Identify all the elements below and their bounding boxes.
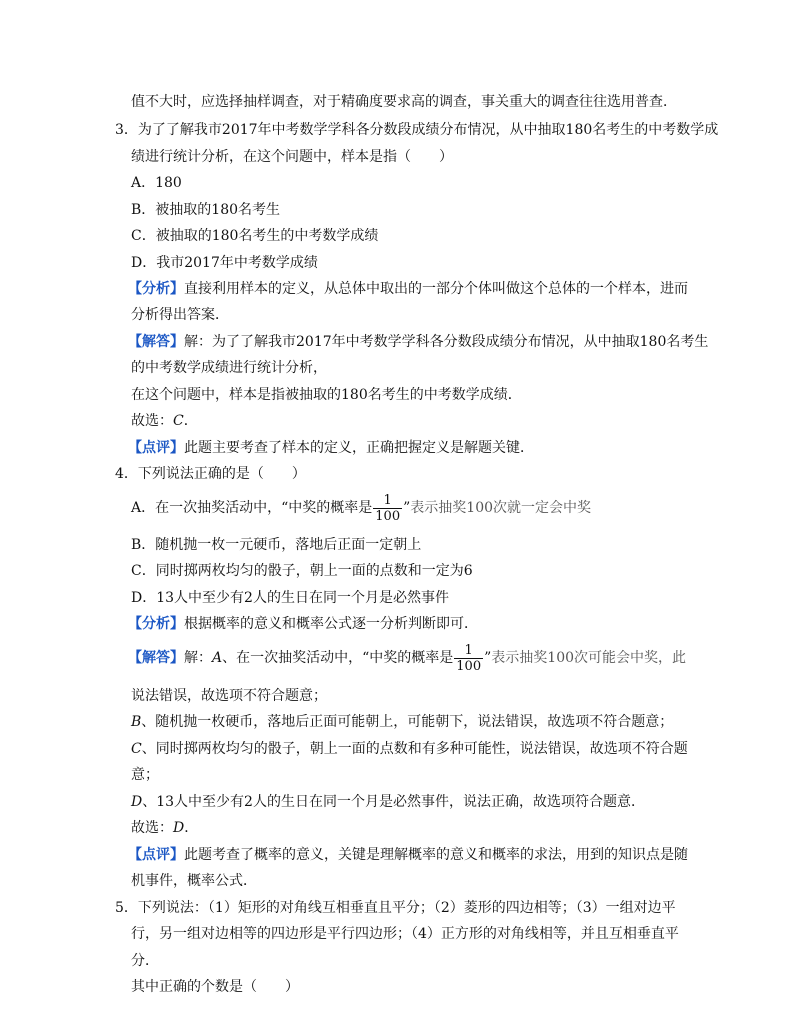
comment-tag: 【点评】 — [128, 440, 184, 456]
solution-cont: C、同时掷两枚均匀的骰子，朝上一面的点数和有多种可能性，说法错误，故选项不符合题 — [131, 741, 688, 757]
solution-cont: 说法错误，故选项不符合题意； — [131, 688, 327, 704]
option-a: A．在一次抽奖活动中，“中奖的概率是 $\frac{1}{100}$ ”表示抽奖100次就一定会中奖 — [131, 492, 592, 524]
option-a: A．180 — [131, 175, 182, 191]
answer-choice: 故选：C． — [131, 413, 198, 429]
solution-cont: B、随机抛一枚硬币，落地后正面可能朝上，可能朝下，说法错误，故选项不符合题意； — [131, 714, 674, 730]
question-5-stem-cont: 其中正确的个数是（ ） — [131, 979, 299, 995]
comment-cont: 机事件，概率公式． — [131, 873, 257, 889]
question-5-stem-cont: 分． — [131, 953, 159, 969]
answer-choice: 故选：D． — [131, 820, 199, 836]
option-c: C．被抽取的180名考生的中考数学成绩 — [131, 228, 379, 244]
question-number: 4． — [115, 466, 138, 482]
solution-cont: D、13人中至少有2人的生日在同一个月是必然事件，说法正确，故选项符合题意． — [131, 794, 645, 810]
question-3-stem-cont: 绩进行统计分析，在这个问题中，样本是指（ ） — [131, 149, 453, 165]
solution-cont: 在这个问题中，样本是指被抽取的180名考生的中考数学成绩． — [131, 387, 522, 403]
solution-cont: 的中考数学成绩进行统计分析， — [131, 360, 327, 376]
option-b: B．随机抛一枚一元硬币，落地后正面一定朝上 — [131, 537, 422, 553]
analysis-tag: 【分析】 — [128, 616, 184, 632]
comment: 【点评】此题考查了概率的意义，关键是理解概率的意义和概率的求法，用到的知识点是随 — [128, 847, 688, 863]
question-5-stem: 5．下列说法：（1）矩形的对角线互相垂直且平分；（2）菱形的四边相等；（3）一组对边平 — [115, 900, 676, 916]
analysis-tag: 【分析】 — [128, 281, 184, 297]
analysis: 【分析】直接利用样本的定义，从总体中取出的一部分个体叫做这个总体的一个样本，进而 — [128, 281, 688, 297]
option-d: D．13人中至少有2人的生日在同一个月是必然事件 — [131, 590, 449, 606]
text-line: 值不大时，应选择抽样调查，对于精确度要求高的调查，事关重大的调查往往选用普查． — [131, 94, 677, 110]
fraction: $\frac{1}{100}$ — [375, 492, 401, 524]
question-5-stem-cont: 行，另一组对边相等的四边形是平行四边形；（4）正方形的对角线相等，并且互相垂直平 — [131, 926, 679, 942]
solution-cont: 意； — [131, 767, 159, 783]
question-number: 3． — [115, 122, 138, 138]
option-d: D．我市2017年中考数学成绩 — [131, 255, 318, 271]
option-c: C．同时掷两枚均匀的骰子，朝上一面的点数和一定为6 — [131, 563, 473, 579]
analysis-cont: 分析得出答案． — [131, 307, 229, 323]
solution-tag: 【解答】 — [128, 650, 184, 666]
question-3-stem: 3．为了了解我市2017年中考数学学科各分数段成绩分布情况，从中抽取180名考生的中考数学成 — [115, 122, 719, 138]
question-number: 5． — [115, 900, 138, 916]
option-b: B．被抽取的180名考生 — [131, 202, 281, 218]
comment: 【点评】此题主要考查了样本的定义，正确把握定义是解题关键． — [128, 440, 534, 456]
solution-tag: 【解答】 — [128, 334, 184, 350]
question-4-stem: 4．下列说法正确的是（ ） — [115, 466, 306, 482]
analysis: 【分析】根据概率的意义和概率公式逐一分析判断即可． — [128, 616, 478, 632]
solution: 【解答】解：A、在一次抽奖活动中，“中奖的概率是 $\frac{1}{100}$ ”表示抽奖100次可能会中奖，此 — [128, 642, 687, 674]
comment-tag: 【点评】 — [128, 847, 184, 863]
solution: 【解答】解：为了了解我市2017年中考数学学科各分数段成绩分布情况，从中抽取180名考生 — [128, 334, 709, 350]
fraction: $\frac{1}{100}$ — [456, 642, 482, 674]
